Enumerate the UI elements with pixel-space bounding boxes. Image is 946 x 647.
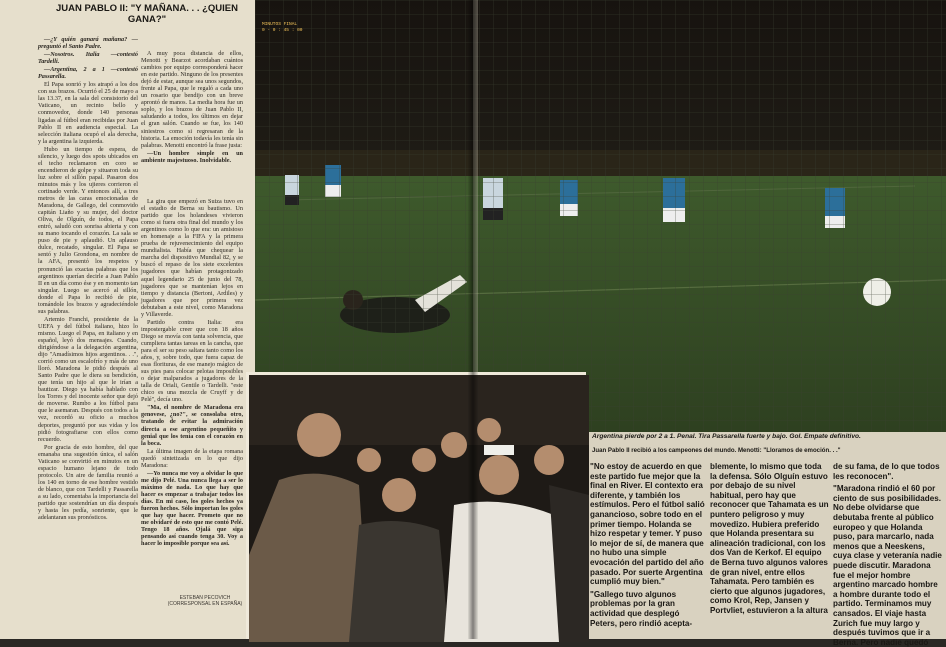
pope-with-players-image — [249, 375, 589, 642]
article-paragraph: Por gracia de esto hombre, del que emanaba una sugestión única, el salón Vaticano se convirtió en minutos en un espacio humano lejano de todo protocolo. Un aire de familia reunió a los 140 en torno de ese hombre vestido de blanco, que con Tardelli y Passarella a su lado, comentaba la importancia del partido que sostendrían un día después y hasta les pedía, sonriente, que le adelantaran sus pronósticos. — [38, 443, 138, 522]
quote-column-2 — [710, 462, 830, 639]
article-paragraph: —Argentina, 2 a 1 —contestó Passarella. — [38, 66, 138, 81]
quote-paragraph: "Gallego tuvo algunos problemas por la gran actividad que desplegó Peters, pero rindió acepta- — [590, 589, 693, 628]
photo-caption-audience: Juan Pablo II recibió a los campeones del mundo. Menotti: "Lloramos de emoción. . ." — [592, 447, 841, 454]
quote-paragraph: de su fama, de lo que todos les reconocen". — [833, 462, 940, 481]
left-page — [0, 0, 255, 639]
scoreboard-display — [262, 22, 303, 34]
article-paragraph: La última imagen de la etapa romana quedó sintetizada en lo que dijo Maradona: — [141, 447, 243, 469]
article-column-1 — [38, 36, 138, 616]
quote-paragraph: blemente, lo mismo que toda la defensa. Sólo Olguín estuvo por debajo de su nivel habitual, pero hay que reconocer que Tahamata es un puntero peligroso y muy movedizo. Hubiera preferido que Holanda presentara su alineación tradicional, con los dos Van de Kerkof. El equipo de Berna tuvo algunos valores de gran nivel, entre ellos Tahamata. Pero también es cierto que algunos jugadores, como Krol, Rep, Jansen y Portvliet, estuvieron a la altura — [710, 462, 829, 615]
article-paragraph: La gira que empezó en Suiza tuvo en el estadio de Berna su bautismo. Un partido que los holandeses vivieron como si fuera otra final del mundo y los argentinos como lo que era: un amistoso en homenaje a la FIFA y la primera prueba de rejuvenecimiento del equipo mundialista. Había que chequear la marcha del dispositivo Mundial 82, y se buscó el repaso de los siete excelentes jugadores que habían protagonizado aquel legendario 25 de junio del 78, jugadores que se mantenían lejos en tiempo y distancia (Bertoni, Ardiles) y jugadores que por primera vez debutaban a este nivel, como Maradona y Villaverde. — [141, 198, 243, 318]
quote-paragraph: "Maradona rindió el 60 por ciento de sus posibilidades. No debe olvidarse que debutaba frente al público europeo y que Holanda puso, para marcarlo, nada menos que a Neeskens, cuya clase y veteranía nadie puede discutir. Maradona fue el mejor hombre argentino marcado hombre a hombre durante todo el partido. Terminamos muy cansados. El viaje hasta Zurich fue muy largo y después tuvimos que ir a Berna. Pero nadie quedó — [833, 484, 942, 647]
article-paragraph: —Nosotros. Italia —contestó Tardelli. — [38, 51, 138, 66]
article-paragraph: —Yo nunca me voy a olvidar lo que me dijo Pelé. Una nunca llega a ser lo máximo de nada. Lo que hay que hacer es empezar a trabajar todos los días. En mi caso, los goles hechos ya fueron hechos. Sólo importan los goles que hay que hacer. Prometo que no me olvidaré de esto que me contó Pelé. Tengo 18 años. Ojalá que siga pensando así cuando tenga 30. Voy a hacer lo imposible porque sea así. — [141, 469, 243, 548]
article-paragraph: Hubo un tiempo de espera, de silencio, y luego dos spots ubicados en el techo reclamaron en coro se encendieron de golpe y situaron toda su luz sobre el sillón papal. Pasaron dos minutos más y los ujieres corrieron el cortinado verde. Y entonces allí, a tres metros de las caras emocionadas de Maradona, de Gallego, del conmovido capitán Liaño y su mujer, del doctor Oliva, de Olguín, de todos, el Papa entró, saludó con sonrisa abierta y con su mano tocando el corazón. La sala se puso de pie y aplaudió. Un aplauso dulce, recatado, singular. El Papa se sentó y Julio Grondona, en nombre de la AFA, presentó los respetos y pronunció las exactas palabras que los argentinos querían decirle a Juan Pablo II en un día como ése y en momento tan singular. Luego se acercó al sillón, donde el Papa lo recibió de pie, tomándole los brazos y agradeciéndole sus palabras. — [38, 145, 138, 315]
article-paragraph: "Ma, el nombre de Maradona era genovese, ¿no?", se consolaba otro, tratando de evitar la admiración directa a ese argentino pequeñito y genial que los tenía con el corazón en la boca. — [141, 404, 243, 447]
quote-column-3 — [833, 462, 943, 647]
article-headline: JUAN PABLO II: "Y MAÑANA. . . ¿QUIEN GANA?" — [55, 3, 239, 25]
article-paragraph: Artemio Franchi, presidente de la UEFA y del fútbol italiano, hizo lo mismo. Luego el Papa, en italiano y en español, leyó dos mensajes. Cuando, dirigiéndose a la delegación argentina, dijo "Amadísimos hijos argentinos. . .", corrió como un escalofrío y más de uno lloró. Maradona le pidió después al Santo Padre que le diera su bendición, que tenía un hijo al que le irían a bautizar. Diego ya había hablado con los Torres y del inocente señor que dejó de moverse. Rumbo a los fútbol para que le asemaran. Después con todos a la vez, recordó su oficio a muchos deportes, preguntó por sus vidas y los pidió fotografiarse con ellos como recuerdo. — [38, 315, 138, 443]
article-paragraph: Partido contra Italia: era impostergable creer que con 18 años Diego se movía con tanta solvencia, que cumpliera tantas tareas en la cancha, que para el ser su peso saltara tanto como los años, y, sobre todo, que fuera capaz de esas florituras, de ese manejo mágico de sus pies para colocar pelotas imposibles o dejar malparados a jugadores de la talla de Oriali, Gentile o Tardelli. "este chico es una mezcla de Cruyff y de Pelé", decía uno. — [141, 318, 243, 404]
scoreboard-line: MINUTOS FINAL — [262, 22, 298, 27]
penalty-scene-image — [255, 0, 946, 432]
photo-caption-match: Argentina pierde por 2 a 1. Penal. Tira Passarella fuerte y bajo. Gol. Empate definitivo. — [592, 433, 861, 440]
author-signature: ESTEBAN PECOVICH (CORRESPONSAL EN ESPAÑA) — [167, 595, 243, 607]
article-paragraph: —Un hombre simple en un ambiente majestuoso. Inolvidable. — [141, 149, 243, 164]
scoreboard-line: 0 - 0 : 45 : 00 — [262, 28, 303, 33]
quote-paragraph: "No estoy de acuerdo en que este partido fue mejor que la final en River. El contexto era diferente, y también los estímulos. Pero el fútbol salió ganancioso, sobre todo en el primer tiempo. Holanda se hizo respetar y temer. Y puso lo mejor de sí, de manera que no hubo una simple evocación del partido del año pasado. Por suerte Argentina cumplió muy bien." — [590, 462, 705, 587]
match-photo — [255, 0, 946, 432]
article-column-2 — [141, 50, 243, 195]
article-column-3 — [141, 198, 243, 570]
article-paragraph: —¿Y quién ganará mañana? —preguntó el Santo Padre. — [38, 36, 138, 51]
quote-column-1 — [590, 462, 707, 639]
article-paragraph: El Papa sonrió y los atrapó a los dos con sus brazos. Ocurrió el 25 de mayo a las 13.37, en la sala del consistorio del Vaticano, un recinto bello y conmovedor, donde 140 personas ligadas al fútbol eran recibidas por Juan Pablo II en audiencia especial. La selección italiana ocupó el ala derecha, y la argentina la izquierda. — [38, 81, 138, 145]
pope-audience-photo — [246, 372, 586, 639]
article-paragraph: A muy poca distancia de ellos, Menotti y Bearzot acordaban cuántos cambios por equipo corresponderá hacer en este partido. Ninguno de los presentes dejó de estar, aunque sea unos segundos, frente al Papa, que le regaló a cada uno un rosario que bendijo con un breve aprontó de manos. La media hora fue un soplo, y los brazos de Juan Pablo II, saludando a todos, los últimos en dejar el gran salón. Cuando se fue, los 140 siniestros como si regresaran de la historia. La emoción todavía les tenía sin palabras. Menotti encontró la frase justa: — [141, 50, 243, 149]
page-gutter — [468, 0, 478, 639]
